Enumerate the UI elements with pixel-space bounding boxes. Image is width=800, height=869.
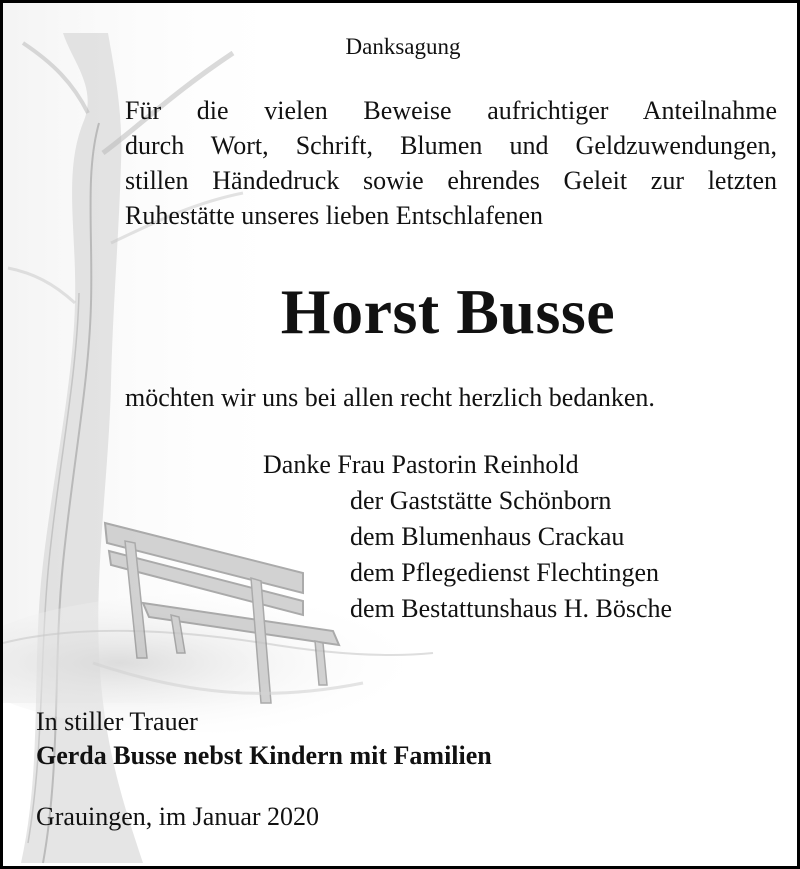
list-item: dem Blumenhaus Crackau [350,522,625,551]
intro-line: Für die vielen Beweise aufrichtiger Anteilnahme [125,96,777,125]
family-names: Gerda Busse nebst Kindern mit Familien [36,741,492,770]
mourning-block [36,705,492,773]
list-item: der Gaststätte Schönborn [350,486,612,515]
intro-line: Ruhestätte unseres lieben Entschlafenen [125,201,544,230]
thanks-line: möchten wir uns bei allen recht herzlich bedanken. [125,383,655,412]
notice-heading: Danksagung [345,34,461,59]
list-item: dem Bestattunshaus H. Bösche [350,594,673,623]
deceased-name: Horst Busse [280,276,616,347]
place-date: Grauingen, im Januar 2020 [36,802,320,831]
thanks-list [3,447,672,627]
mourning-label: In stiller Trauer [36,707,198,736]
intro-paragraph [125,93,777,233]
list-item: Danke Frau Pastorin Reinhold [263,450,579,479]
intro-line: stillen Händedruck sowie ehrendes Geleit zur letzten [125,166,777,195]
list-item: dem Pflegedienst Flechtingen [350,558,660,587]
intro-line: durch Wort, Schrift, Blumen und Geldzuwendungen, [125,131,777,160]
